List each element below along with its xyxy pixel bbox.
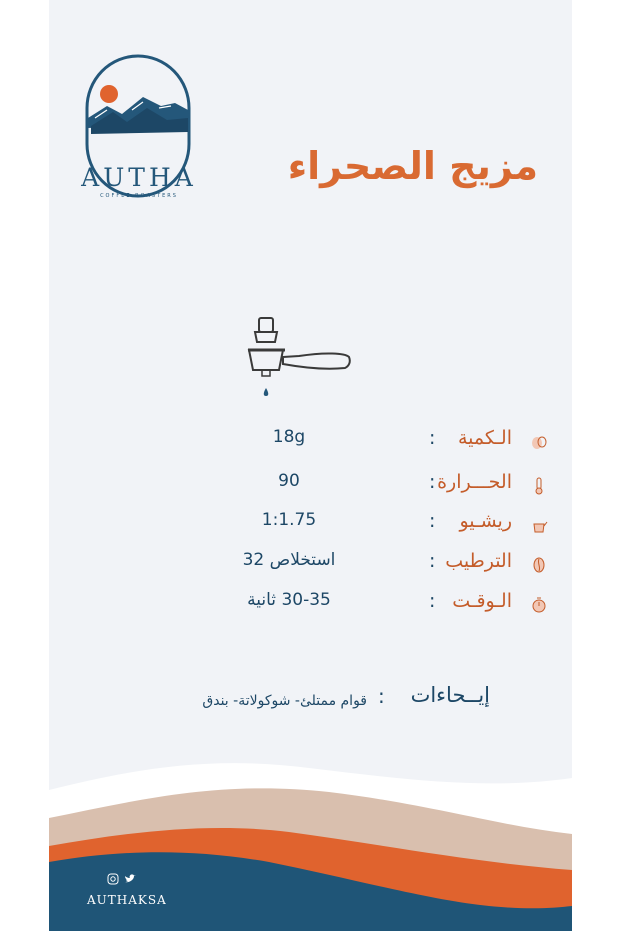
recipe-label: الحـــرارة: [437, 471, 512, 493]
social-icons: [107, 873, 137, 885]
recipe-value: 1:1.75: [261, 510, 317, 530]
recipe-row-hydration: [49, 550, 572, 578]
recipe-value: 90: [278, 471, 300, 491]
recipe-row-quantity: [49, 427, 572, 455]
notes-label: إيــحاءات: [410, 683, 490, 707]
brand-tagline: COFFEE ROASTERS: [100, 193, 178, 199]
recipe-value: استخلاص 32: [242, 550, 336, 570]
colon: :: [429, 590, 436, 612]
colon: :: [429, 510, 436, 532]
blend-title: مزيج الصحراء: [287, 144, 538, 188]
bean-icon: [530, 556, 548, 574]
recipe-card: [49, 0, 572, 931]
recipe-value: 18g: [272, 427, 306, 447]
recipe-value: 30-35 ثانية: [247, 590, 331, 610]
recipe-label: الترطيب: [445, 550, 512, 572]
notes-value: قوام ممتلئ- شوكولاتة- بندق: [202, 693, 367, 709]
portafilter-icon: [245, 312, 355, 402]
recipe-label: ريشـيو: [459, 510, 512, 532]
brand-name: AUTHA: [81, 163, 197, 192]
recipe-row-temperature: [49, 471, 572, 499]
kettle-icon: [530, 516, 548, 534]
recipe-row-ratio: [49, 510, 572, 538]
coffee-beans-icon: [530, 433, 548, 451]
social-handle: AUTHAKSA: [87, 893, 167, 907]
colon: :: [429, 550, 436, 572]
colon: :: [429, 427, 436, 449]
thermometer-icon: [530, 477, 548, 495]
recipe-row-time: [49, 590, 572, 618]
timer-icon: [530, 596, 548, 614]
colon: :: [378, 684, 385, 708]
recipe-label: الـوقـت: [452, 590, 512, 612]
colon: :: [429, 471, 436, 493]
recipe-label: الـكمية: [457, 427, 512, 449]
